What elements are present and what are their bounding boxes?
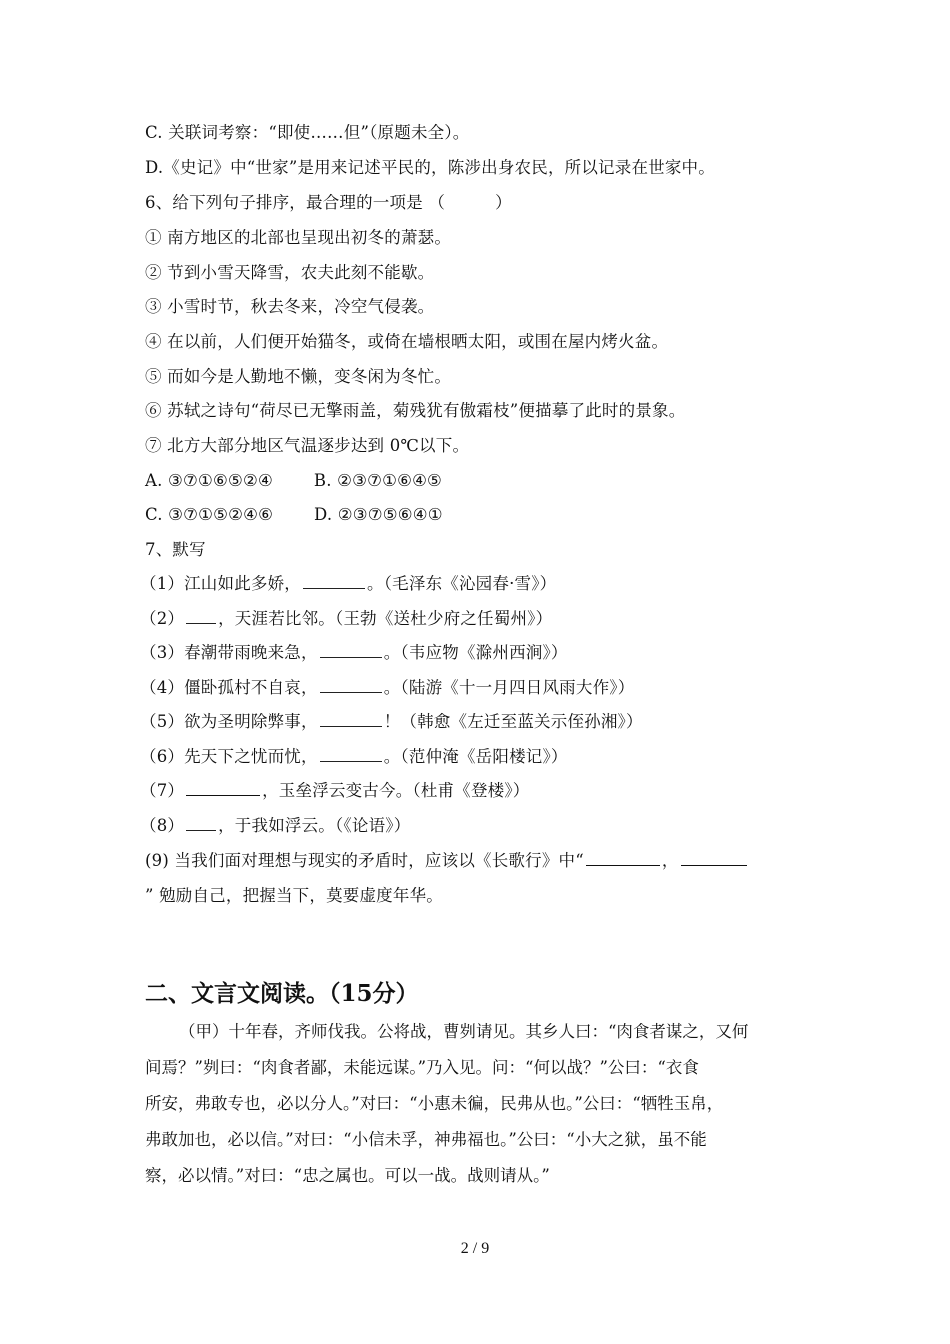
q7-item-9-line-2: ” 勉励自己，把握当下，莫要虚度年华。 xyxy=(145,886,443,905)
q6-sentence-3: ③ 小雪时节，秋去冬来，冷空气侵袭。 xyxy=(145,297,435,316)
q6-sentence-2: ② 节到小雪天降雪，农夫此刻不能歇。 xyxy=(145,263,435,282)
q7-prompt: 7、默写 xyxy=(145,540,206,559)
answer-blank[interactable] xyxy=(586,851,660,866)
q7-item-7: （7） ，玉垒浮云变古今。（杜甫《登楼》） xyxy=(140,781,530,800)
q6-sentence-7: ⑦ 北方大部分地区气温逐步达到 0℃以下。 xyxy=(145,436,470,455)
answer-blank[interactable] xyxy=(303,574,365,589)
answer-blank[interactable] xyxy=(320,643,382,658)
q5-option-c: C. 关联词考察：“即使……但”（原题未全）。 xyxy=(145,123,470,142)
q7-item-5: （5）欲为圣明除弊事， ！（韩愈《左迁至蓝关示侄孙湘》） xyxy=(140,712,643,731)
q7-item-1: （1）江山如此多娇， 。（毛泽东《沁园春·雪》） xyxy=(140,574,557,593)
q6-choices-row-2 xyxy=(145,504,443,526)
passage-line-5: 察，必以情。”对曰：“忠之属也。可以一战。战则请从。” xyxy=(145,1166,550,1185)
q6-sentence-6: ⑥ 苏轼之诗句“荷尽已无擎雨盖，菊残犹有傲霜枝”便描摹了此时的景象。 xyxy=(145,401,686,420)
answer-blank[interactable] xyxy=(320,712,382,727)
q6-choice-c[interactable]: C. ③⑦①⑤②④⑥ xyxy=(145,505,274,524)
q6-sentence-1: ① 南方地区的北部也呈现出初冬的萧瑟。 xyxy=(145,228,452,247)
answer-blank[interactable] xyxy=(320,678,382,693)
q7-item-8: （8） ，于我如浮云。（《论语》） xyxy=(140,816,411,835)
q7-item-2: （2） ，天涯若比邻。（王勃《送杜少府之任蜀州》） xyxy=(140,609,553,628)
passage-line-2: 间焉？”刿曰：“肉食者鄙，未能远谋。”乃入见。问：“何以战？”公曰：“衣食 xyxy=(145,1058,699,1077)
q7-item-6: （6）先天下之忧而忧， 。（范仲淹《岳阳楼记》） xyxy=(140,747,568,766)
answer-blank[interactable] xyxy=(186,816,216,831)
passage-line-3: 所安，弗敢专也，必以分人。”对曰：“小惠未徧，民弗从也。”公曰：“牺牲玉帛， xyxy=(145,1094,724,1113)
passage-line-1: （甲）十年春，齐师伐我。公将战，曹刿请见。其乡人曰：“肉食者谋之，又何 xyxy=(179,1022,749,1041)
q7-item-9-line-1: (9) 当我们面对理想与现实的矛盾时，应该以《长歌行》中“ ， xyxy=(145,850,749,872)
q6-choice-d[interactable]: D. ②③⑦⑤⑥④① xyxy=(314,505,443,524)
page-number: 2 / 9 xyxy=(460,1240,490,1257)
q7-item-3: （3）春潮带雨晚来急， 。（韦应物《滁州西涧》） xyxy=(140,643,568,662)
section-title: 二、文言文阅读。（15分） xyxy=(145,980,419,1007)
q6-sentence-5: ⑤ 而如今是人勤地不懒，变冬闲为冬忙。 xyxy=(145,367,452,386)
answer-blank[interactable] xyxy=(186,781,260,796)
q6-choice-a[interactable]: A. ③⑦①⑥⑤②④ xyxy=(145,471,273,490)
answer-blank[interactable] xyxy=(320,747,382,762)
q6-sentence-4: ④ 在以前，人们便开始猫冬，或倚在墙根晒太阳，或围在屋内烤火盆。 xyxy=(145,332,669,351)
answer-blank[interactable] xyxy=(681,851,747,866)
q6-choices-row-1 xyxy=(145,470,442,492)
q6-choice-b[interactable]: B. ②③⑦①⑥④⑤ xyxy=(313,471,443,490)
q7-item-4: （4）僵卧孤村不自哀， 。（陆游《十一月四日风雨大作》） xyxy=(140,678,635,697)
q5-option-d: D.《史记》中“世家”是用来记述平民的，陈涉出身农民，所以记录在世家中。 xyxy=(145,158,715,177)
answer-blank[interactable] xyxy=(186,609,216,624)
passage-line-4: 弗敢加也，必以信。”对曰：“小信未孚，神弗福也。”公曰：“小大之狱，虽不能 xyxy=(145,1130,707,1149)
q6-prompt: 6、给下列句子排序，最合理的一项是 （ ） xyxy=(145,193,512,212)
